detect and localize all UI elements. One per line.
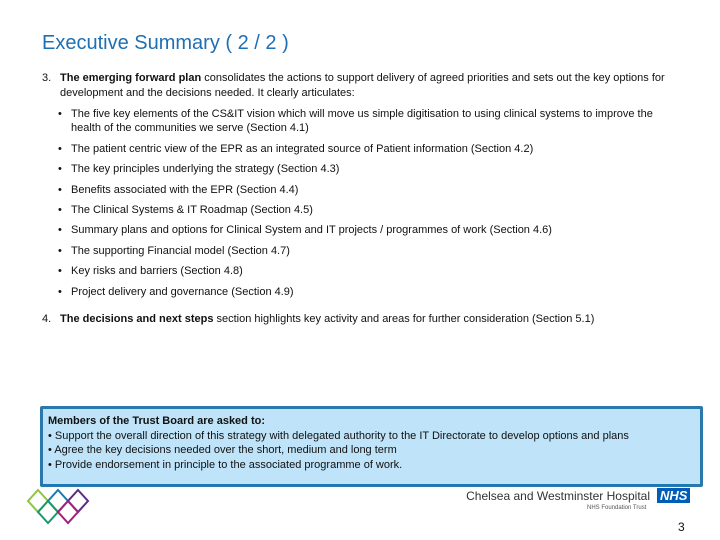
box-item	[48, 443, 700, 458]
item-4-number: 4.	[42, 313, 52, 325]
box-heading: Members of the Trust Board are asked to:	[48, 415, 265, 427]
item-4-text	[60, 312, 680, 327]
item-3-number: 3.	[42, 72, 52, 84]
bullet-text: Benefits associated with the EPR (Section 4.4)	[71, 184, 299, 196]
item-4-bold: The decisions and next steps	[60, 313, 214, 325]
item-3-body: consolidates the actions to support delivery of agreed priorities and sets out the key options for development and the decisions needed. It clearly articulates:	[60, 72, 665, 99]
bullet-text: Key risks and barriers (Section 4.8)	[71, 265, 243, 277]
bullet-dot: •	[58, 184, 62, 196]
bullet-item	[58, 107, 658, 135]
bullet-dot: •	[48, 444, 52, 456]
bullet-text: The Clinical Systems & IT Roadmap (Section 4.5)	[71, 204, 313, 216]
trust-diamonds-logo-icon	[26, 488, 96, 528]
item-4-body: section highlights key activity and areas for further consideration (Section 5.1)	[213, 313, 595, 325]
bullet-dot: •	[58, 163, 62, 175]
bullet-text: The supporting Financial model (Section 4.7)	[71, 245, 290, 257]
bullet-item	[58, 142, 658, 156]
box-item-text: Provide endorsement in principle to the associated programme of work.	[54, 458, 403, 471]
box-item	[48, 429, 700, 444]
bullet-item	[58, 244, 658, 258]
bullet-dot: •	[48, 458, 52, 471]
bullet-dot: •	[48, 429, 52, 442]
bullet-text: Project delivery and governance (Section 4.9)	[71, 286, 294, 298]
bullet-dot: •	[58, 143, 62, 155]
item-3-bold: The emerging forward plan	[60, 72, 202, 84]
box-item-text: Agree the key decisions needed over the short, medium and long term	[54, 444, 397, 456]
bullet-dot: •	[58, 286, 62, 298]
bullet-text: Summary plans and options for Clinical System and IT projects / programmes of work (Section 4.6)	[71, 224, 552, 236]
trust-subtitle: NHS Foundation Trust	[587, 505, 647, 511]
bullet-dot: •	[58, 108, 62, 120]
bullet-item	[58, 203, 658, 217]
bullet-dot: •	[58, 224, 62, 236]
item-3-text	[60, 71, 670, 101]
bullet-item	[58, 264, 658, 278]
bullet-item	[58, 183, 658, 197]
bullet-text: The patient centric view of the EPR as an integrated source of Patient information (Section 4.2)	[71, 143, 534, 155]
box-item-text: Support the overall direction of this strategy with delegated authority to the IT Directorate to develop options and plans	[54, 429, 629, 442]
box-item	[48, 458, 700, 473]
bullet-item	[58, 223, 658, 237]
nhs-logo: NHS	[657, 488, 690, 503]
page-number: 3	[678, 520, 685, 534]
bullet-dot: •	[58, 204, 62, 216]
bullet-dot: •	[58, 245, 62, 257]
footer-divider	[40, 484, 690, 486]
bullet-item	[58, 285, 658, 299]
bullet-dot: •	[58, 265, 62, 277]
bullet-text: The five key elements of the CS&IT vision which will move us simple digitisation to using clinical systems to improve the health of the communities we serve (Section 4.1)	[71, 108, 653, 134]
hospital-name: Chelsea and Westminster Hospital	[466, 489, 650, 503]
page-title: Executive Summary ( 2 / 2 )	[42, 32, 289, 54]
bullet-item	[58, 162, 658, 176]
bullet-text: The key principles underlying the strategy (Section 4.3)	[71, 163, 340, 175]
board-request-box	[40, 406, 703, 487]
